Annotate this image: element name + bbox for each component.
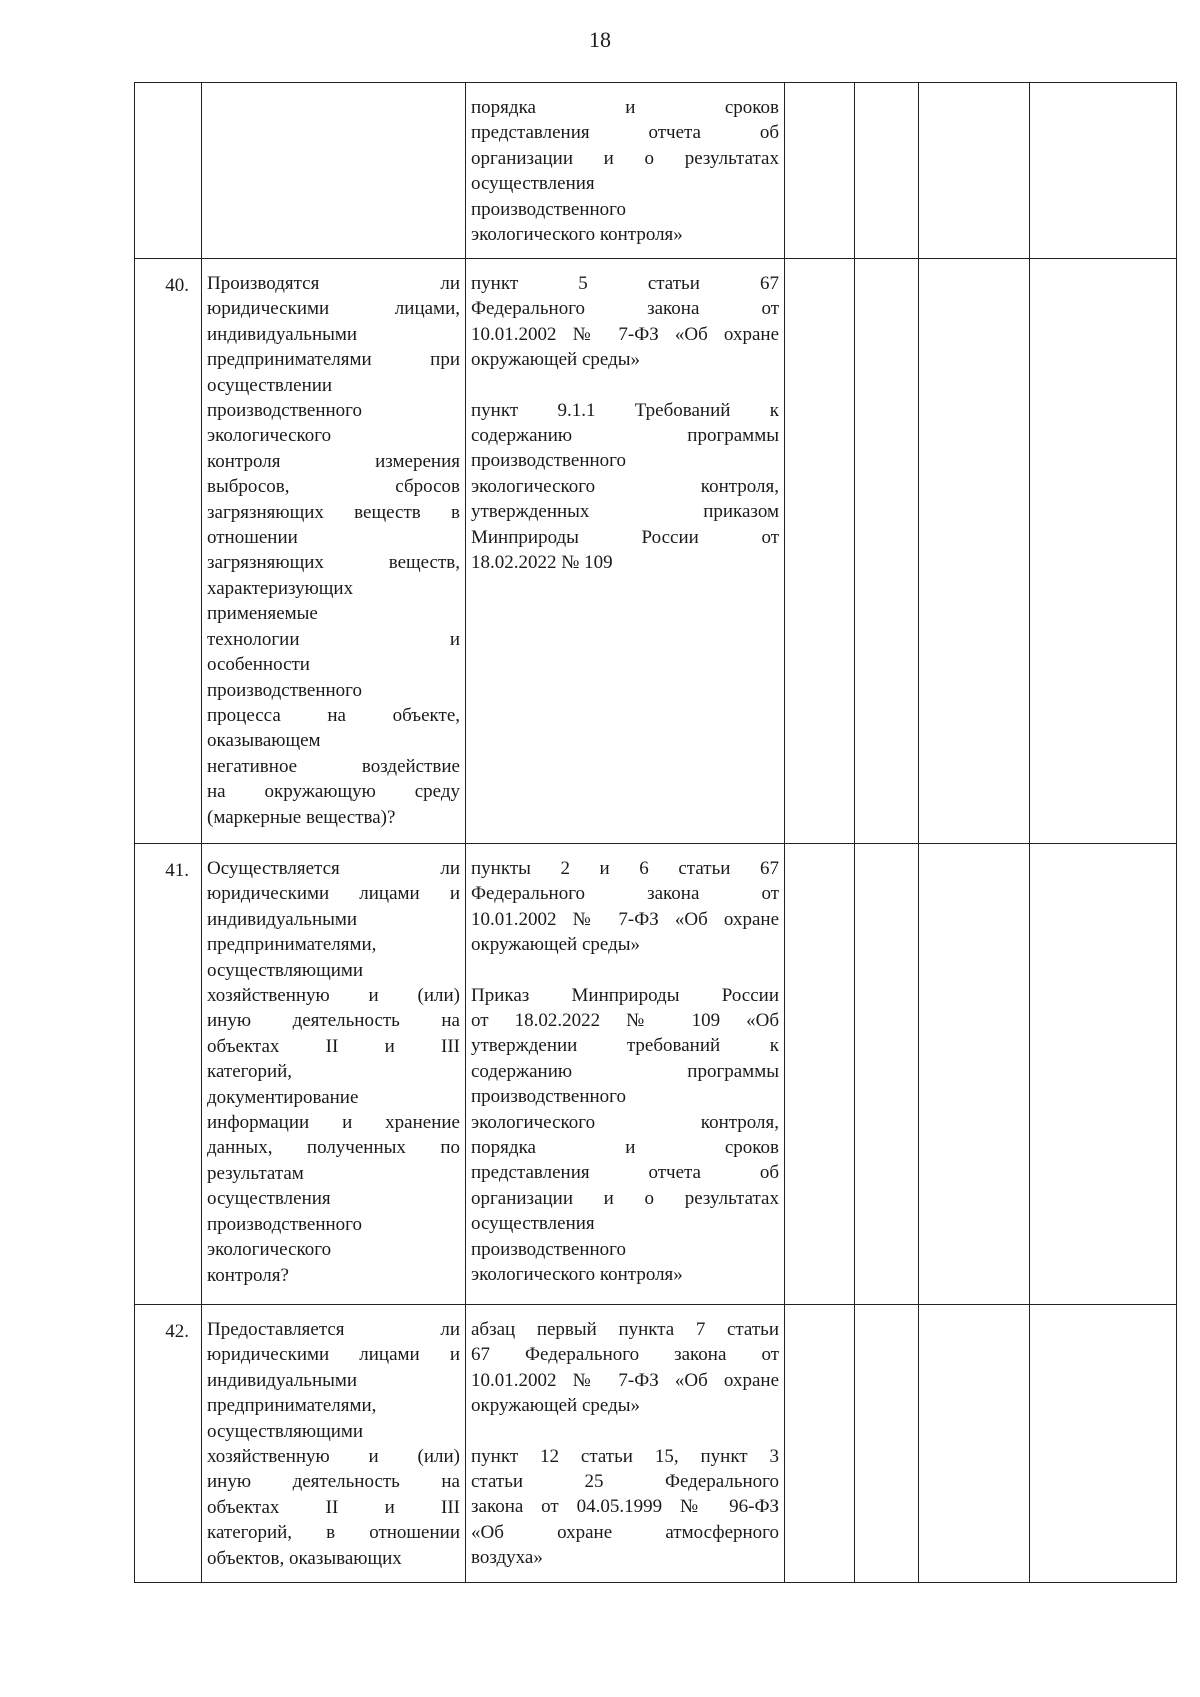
question-cell xyxy=(202,844,466,1305)
question-line: характеризующих xyxy=(207,577,354,599)
reference-line: пункт 12 статьи 15, пункт 3 xyxy=(471,1445,779,1467)
legal-reference-cell xyxy=(466,844,785,1305)
question-line: хозяйственную и (или) xyxy=(207,985,460,1007)
legal-reference-paragraph xyxy=(471,1317,779,1419)
question-line: информации и хранение xyxy=(207,1112,460,1134)
question-line: осуществляющими xyxy=(207,1420,364,1442)
reference-line: производственного xyxy=(471,198,626,220)
question-line: предпринимателями, xyxy=(207,1395,377,1417)
legal-reference-cell xyxy=(466,83,785,259)
question-line: данных, полученных по xyxy=(207,1137,460,1159)
row-number xyxy=(135,83,202,259)
question-line: хозяйственную и (или) xyxy=(207,1446,460,1468)
question-line: юридическими лицами и xyxy=(207,1344,460,1366)
reference-line: окружающей среды» xyxy=(471,1395,641,1417)
question-line: Предоставляется ли xyxy=(207,1319,460,1340)
question-line: категорий, xyxy=(207,1061,293,1083)
legal-reference-paragraph xyxy=(471,856,779,958)
reference-line: от 18.02.2022 № 109 «Об xyxy=(471,1010,779,1032)
page-number: 18 xyxy=(589,27,611,52)
empty-answer-cell-1 xyxy=(785,83,855,259)
reference-line: пункт 5 статьи 67 xyxy=(471,273,779,294)
reference-line: Федерального закона от xyxy=(471,883,779,905)
question-line: иную деятельность на xyxy=(207,1010,460,1032)
reference-line: окружающей среды» xyxy=(471,349,641,371)
legal-reference-cell xyxy=(466,1305,785,1583)
reference-line: осуществления xyxy=(471,1213,595,1235)
empty-answer-cell-2 xyxy=(855,259,919,844)
reference-line: утвержденных приказом xyxy=(471,501,779,523)
empty-answer-cell-4 xyxy=(1030,1305,1177,1583)
reference-line: Федерального закона от xyxy=(471,298,779,320)
reference-line: представления отчета об xyxy=(471,1162,779,1184)
reference-line: утверждении требований к xyxy=(471,1035,779,1057)
reference-line: производственного xyxy=(471,1238,626,1260)
question-line: индивидуальными xyxy=(207,323,358,345)
reference-line: содержанию программы xyxy=(471,425,779,447)
table-row xyxy=(135,83,1177,259)
question-line: Производятся ли xyxy=(207,273,460,294)
question-line: документирование xyxy=(207,1086,359,1108)
empty-answer-cell-4 xyxy=(1030,83,1177,259)
reference-line: экологического контроля» xyxy=(471,1264,683,1286)
reference-line: пункты 2 и 6 статьи 67 xyxy=(471,858,779,879)
question-line: осуществляющими xyxy=(207,959,364,981)
question-line: особенности xyxy=(207,654,310,676)
question-line: загрязняющих веществ в xyxy=(207,501,460,523)
question-line: юридическими лицами, xyxy=(207,298,460,320)
empty-answer-cell-3 xyxy=(919,259,1030,844)
legal-reference-paragraph xyxy=(471,398,779,576)
reference-line: закона от 04.05.1999 № 96-ФЗ xyxy=(471,1496,779,1518)
reference-line: 10.01.2002 № 7-ФЗ «Об охране xyxy=(471,1369,779,1391)
reference-line: экологического контроля, xyxy=(471,475,779,497)
legal-reference-paragraph xyxy=(471,95,779,247)
question-line: Осуществляется ли xyxy=(207,858,460,879)
legal-reference-paragraph xyxy=(471,1444,779,1571)
question-line: (маркерные вещества)? xyxy=(207,806,396,828)
question-line: объектах II и III xyxy=(207,1496,460,1518)
table-row xyxy=(135,259,1177,844)
question-line: предпринимателями, xyxy=(207,934,377,956)
question-line: выбросов, сбросов xyxy=(207,476,460,498)
question-line: категорий, в отношении xyxy=(207,1522,460,1544)
question-line: экологического xyxy=(207,1239,332,1261)
reference-line: 67 Федерального закона от xyxy=(471,1344,779,1366)
reference-line: статьи 25 Федерального xyxy=(471,1471,779,1493)
question-line: объектов, оказывающих xyxy=(207,1547,402,1569)
question-line: отношении xyxy=(207,527,298,549)
question-cell xyxy=(202,259,466,844)
question-line: технологии и xyxy=(207,628,460,650)
reference-line: осуществления xyxy=(471,173,595,195)
row-number: 41. xyxy=(135,844,202,1305)
empty-answer-cell-2 xyxy=(855,83,919,259)
question-line: производственного xyxy=(207,400,362,422)
question-line: на окружающую среду xyxy=(207,781,460,803)
question-line: негативное воздействие xyxy=(207,755,460,777)
empty-answer-cell-4 xyxy=(1030,259,1177,844)
empty-answer-cell-3 xyxy=(919,1305,1030,1583)
reference-line: порядка и сроков xyxy=(471,1137,779,1159)
question-cell xyxy=(202,1305,466,1583)
question-line: оказывающем xyxy=(207,730,321,752)
reference-line: 18.02.2022 № 109 xyxy=(471,552,613,574)
reference-line: экологического контроля, xyxy=(471,1111,779,1133)
reference-line: производственного xyxy=(471,1086,626,1108)
question-line: предпринимателями при xyxy=(207,349,460,371)
row-number: 40. xyxy=(135,259,202,844)
empty-answer-cell-2 xyxy=(855,844,919,1305)
reference-line: 10.01.2002 № 7-ФЗ «Об охране xyxy=(471,908,779,930)
reference-line: организации и о результатах xyxy=(471,1187,779,1209)
question-line: индивидуальными xyxy=(207,908,358,930)
question-line: осуществлении xyxy=(207,374,333,396)
question-line: производственного xyxy=(207,1213,362,1235)
reference-line: Приказ Минприроды России xyxy=(471,984,779,1006)
question-line: юридическими лицами и xyxy=(207,883,460,905)
row-number: 42. xyxy=(135,1305,202,1583)
question-line: индивидуальными xyxy=(207,1369,358,1391)
checklist-table xyxy=(134,82,1177,1583)
empty-answer-cell-1 xyxy=(785,259,855,844)
empty-answer-cell-3 xyxy=(919,844,1030,1305)
table-body xyxy=(135,83,1177,1583)
question-line: применяемые xyxy=(207,603,318,625)
reference-line: порядка и сроков xyxy=(471,97,779,118)
question-line: производственного xyxy=(207,679,362,701)
question-cell xyxy=(202,83,466,259)
reference-line: представления отчета об xyxy=(471,122,779,144)
legal-reference-paragraph xyxy=(471,983,779,1288)
empty-answer-cell-3 xyxy=(919,83,1030,259)
question-line: контроля? xyxy=(207,1264,289,1286)
empty-answer-cell-4 xyxy=(1030,844,1177,1305)
empty-answer-cell-1 xyxy=(785,1305,855,1583)
empty-answer-cell-1 xyxy=(785,844,855,1305)
table-row xyxy=(135,844,1177,1305)
reference-line: производственного xyxy=(471,450,626,472)
reference-line: абзац первый пункта 7 статьи xyxy=(471,1319,779,1340)
reference-line: окружающей среды» xyxy=(471,934,641,956)
question-line: иную деятельность на xyxy=(207,1471,460,1493)
question-line: контроля измерения xyxy=(207,450,460,472)
reference-line: 10.01.2002 № 7-ФЗ «Об охране xyxy=(471,323,779,345)
reference-line: экологического контроля» xyxy=(471,224,683,246)
question-line: осуществления xyxy=(207,1188,331,1210)
question-line: объектах II и III xyxy=(207,1035,460,1057)
reference-line: пункт 9.1.1 Требований к xyxy=(471,399,779,421)
reference-line: воздуха» xyxy=(471,1547,543,1569)
question-line: процесса на объекте, xyxy=(207,704,460,726)
reference-line: содержанию программы xyxy=(471,1060,779,1082)
reference-line: «Об охране атмосферного xyxy=(471,1521,779,1543)
reference-line: Минприроды России от xyxy=(471,526,779,548)
question-line: экологического xyxy=(207,425,332,447)
question-line: результатам xyxy=(207,1162,304,1184)
legal-reference-paragraph xyxy=(471,271,779,373)
legal-reference-cell xyxy=(466,259,785,844)
table-row xyxy=(135,1305,1177,1583)
empty-answer-cell-2 xyxy=(855,1305,919,1583)
reference-line: организации и о результатах xyxy=(471,147,779,169)
question-line: загрязняющих веществ, xyxy=(207,552,460,574)
